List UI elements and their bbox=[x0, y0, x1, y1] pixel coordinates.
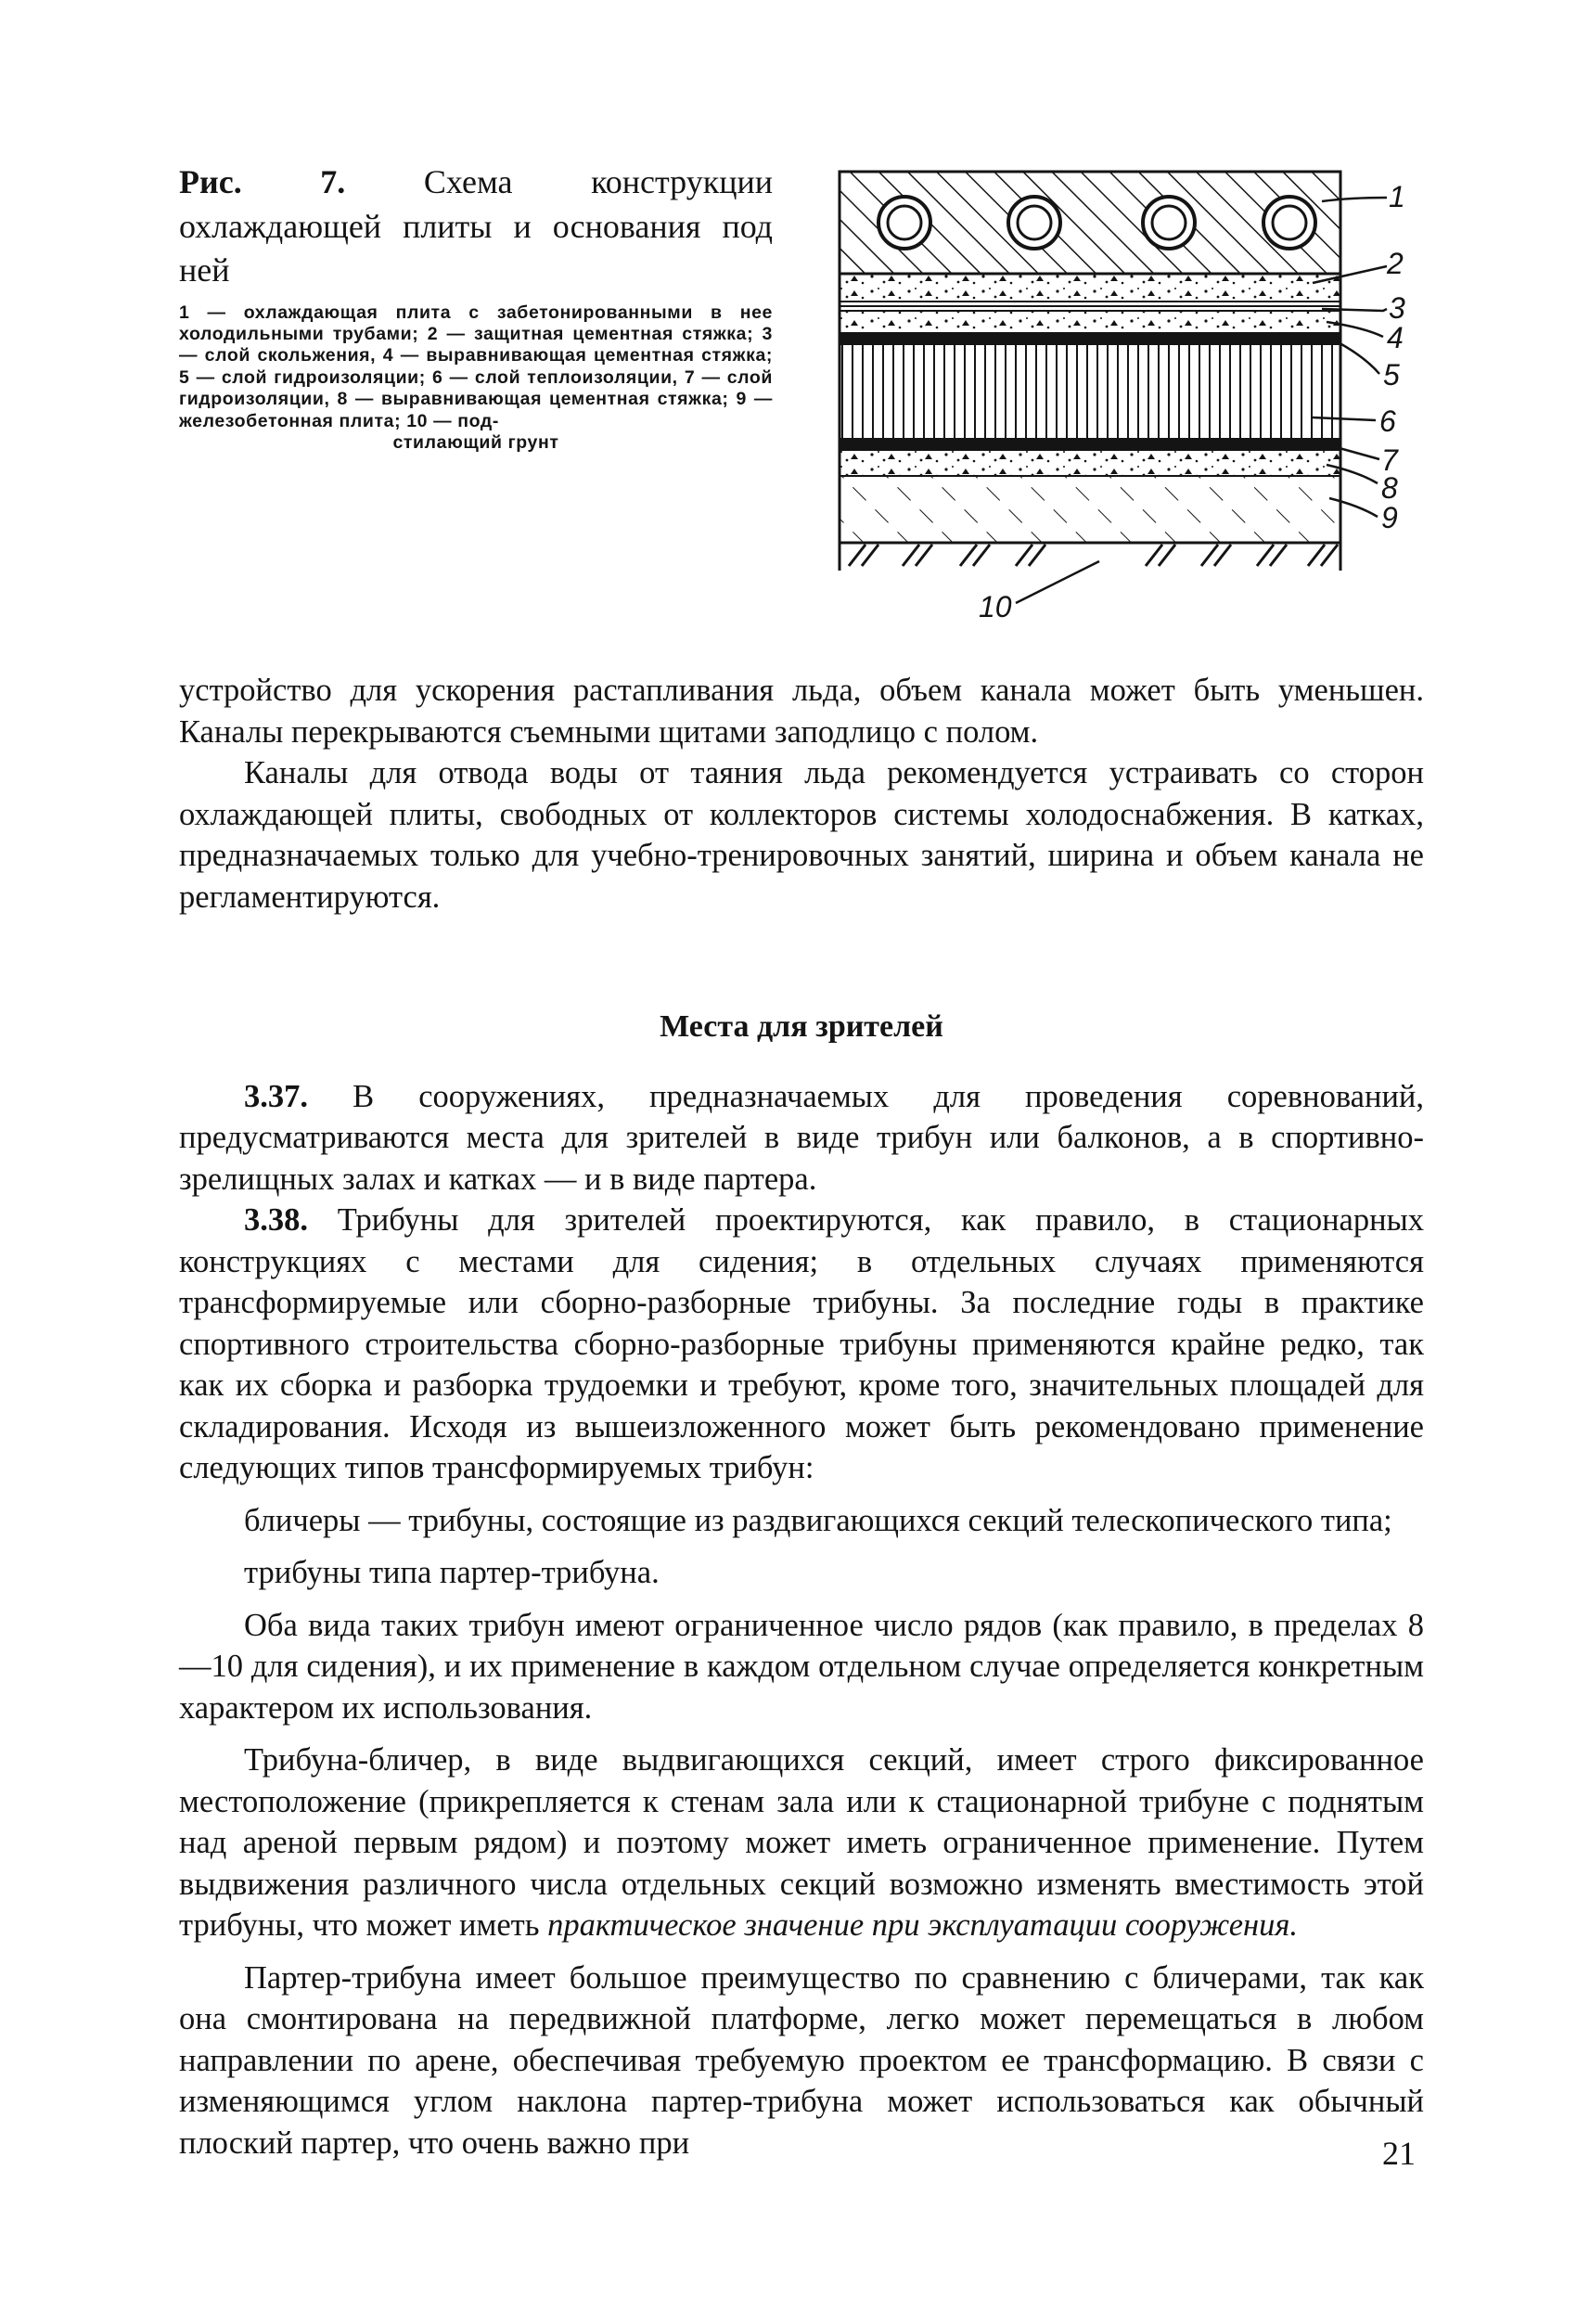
caption-title bbox=[179, 160, 773, 293]
label-9: 9 bbox=[1381, 501, 1398, 534]
list-item-parterre: трибуны типа партер-трибуна. bbox=[244, 1555, 660, 1590]
label-3: 3 bbox=[1389, 291, 1405, 325]
section-heading: Места для зрителей bbox=[660, 1009, 943, 1044]
layer-1-cooling-slab bbox=[840, 172, 1340, 274]
paragraph-drainage-channels: Каналы для отвода воды от таяния льда рекомендуется устраивать со сторон охлаждающей плиты, свободных от коллекторов системы холодоснабжения. В катках, предназначаемых только для учебно-тренировочных занятий, ширина и объем канала не регламентируются. bbox=[179, 755, 1424, 915]
layer-2-protective-screed bbox=[840, 274, 1340, 302]
layer-3-sliding-layer bbox=[840, 302, 1340, 311]
caption-legend: 1 — охлаждающая плита с забетонированными в нее холодильными трубами; 2 — защитная цементная стяжка; 3 — слой скольжения, 4 — выравнивающая цементная стяжка; 5 — слой гидроизоляции; 6 — слой теплоизоляции, 7 — слой гидроизоляции, 8 — выравнивающая цементная стяжка; 9 — железобетонная плита; 10 — под- bbox=[179, 302, 773, 431]
caption-title-text: Схема конструкции охлаждающей плиты и основания под ней bbox=[179, 163, 773, 289]
paragraph-bleacher bbox=[179, 1740, 1424, 1946]
label-6: 6 bbox=[1379, 404, 1396, 438]
label-2: 2 bbox=[1387, 247, 1404, 280]
paragraph-continued: устройство для ускорения растапливания льда, объем канала может быть уменьшен. Каналы перекрываются съемными щитами заподлицо с полом. bbox=[179, 673, 1424, 750]
layer-5-waterproofing bbox=[840, 333, 1340, 344]
label-5: 5 bbox=[1383, 358, 1400, 392]
layer-4-leveling-screed bbox=[840, 311, 1340, 333]
page-number: 21 bbox=[1382, 2135, 1416, 2172]
layer-8-leveling-screed bbox=[840, 450, 1340, 476]
caption-legend-last: стилающий грунт bbox=[392, 431, 559, 453]
label-1: 1 bbox=[1389, 180, 1405, 213]
label-4: 4 bbox=[1387, 321, 1404, 354]
label-7: 7 bbox=[1381, 443, 1398, 477]
paragraph-number-3-38: 3.38. bbox=[244, 1202, 308, 1238]
paragraph-bleacher-text: Трибуна-бличер, в виде выдвигающихся секций, имеет строго фиксированное местоположение (прикрепляется к стенам зала или к стационарной трибуне с поднятым над ареной первым рядом) и поэтому может иметь ограниченное применение. Путем выдвижения различного числа отдельных секций возможно изменять вместимость этой трибуны, что может иметь bbox=[179, 1742, 1424, 1943]
list-item-bleachers: бличеры — трибуны, состоящие из раздвигающихся секций телескопического типа; bbox=[244, 1502, 1392, 1538]
paragraph-number-3-37: 3.37. bbox=[244, 1078, 308, 1114]
paragraph-parterre-tribune: Партер-трибуна имеет большое преимущество по сравнению с бличерами, так как она смонтирована на передвижной платформе, легко может перемещаться в любом направлении по арене, обеспечивая требуемую проектом ее трансформацию. В связи с изменяющимся углом наклона партер-трибуна может использоваться как обычный плоский партер, что очень важно при bbox=[179, 1959, 1424, 2161]
layer-9-reinforced-concrete-slab bbox=[840, 476, 1340, 543]
paragraph-3-38 bbox=[179, 1200, 1424, 1489]
paragraph-both-types: Оба вида таких трибун имеют ограниченное число рядов (как правило, в пределах 8—10 для сидения), и их применение в каждом отдельном случае определяется конкретным характером их использования. bbox=[179, 1607, 1424, 1726]
caption-label: Рис. 7. bbox=[179, 163, 346, 200]
paragraph-3-37-text: В сооружениях, предназначаемых для проведения соревнований, предусматриваются места для зрителей в виде трибун или балконов, а в спортивно-зрелищных залах и катках — и в виде партера. bbox=[179, 1078, 1424, 1197]
main-text bbox=[179, 670, 1424, 2164]
label-10: 10 bbox=[979, 590, 1012, 623]
paragraph-bleacher-italic: практическое значение при эксплуатации сооружения. bbox=[547, 1907, 1299, 1943]
paragraph-3-37 bbox=[179, 1076, 1424, 1201]
figure-caption bbox=[179, 160, 773, 454]
cooling-slab-diagram bbox=[830, 153, 1424, 626]
layer-7-waterproofing bbox=[840, 439, 1340, 450]
paragraph-3-38-text: Трибуны для зрителей проектируются, как правило, в стационарных конструкциях с местами для сидения; в отдельных случаях применяются трансформируемые или сборно-разборные трибуны. За последние годы в практике спортивного строительства сборно-разборные трибуны применяются крайне редко, так как их сборка и разборка трудоемки и требуют, кроме того, значительных площадей для складирования. Исходя из вышеизложенного может быть рекомендовано применение следующих типов трансформируемых трибун: bbox=[179, 1202, 1424, 1485]
layer-6-thermal-insulation bbox=[840, 344, 1340, 439]
label-8: 8 bbox=[1381, 471, 1398, 505]
